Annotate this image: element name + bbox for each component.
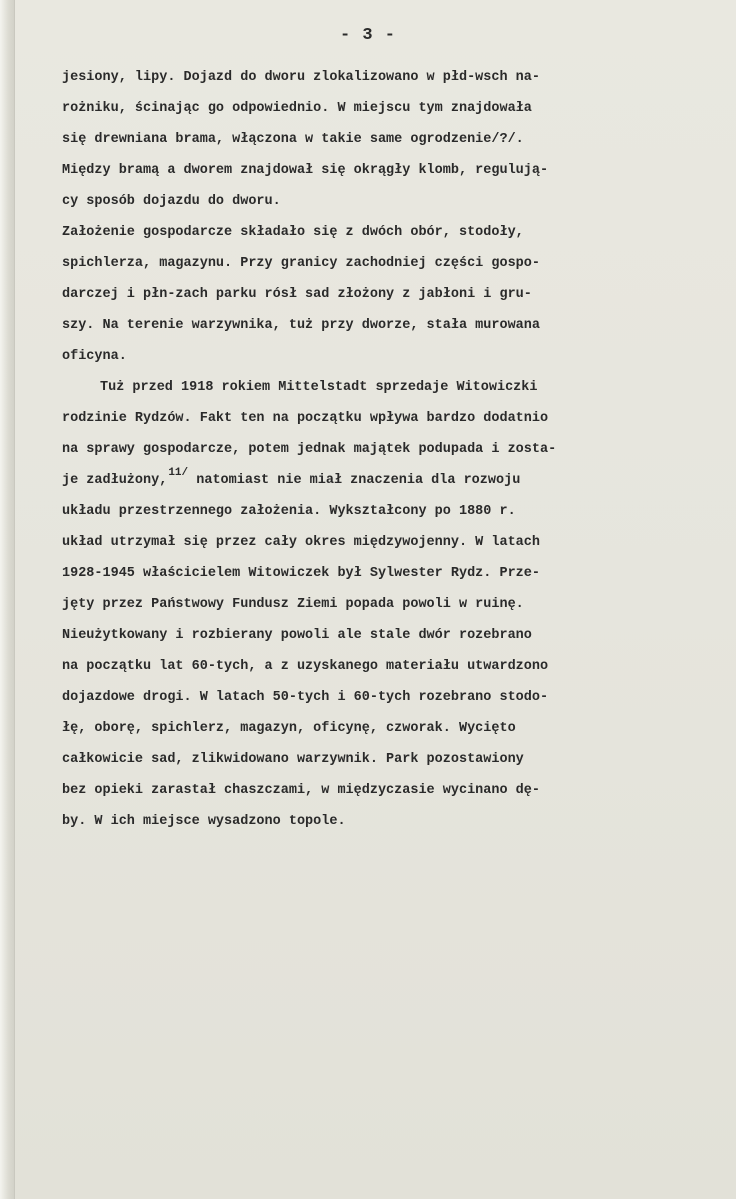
text-line-content: układ utrzymał się przez cały okres międzywojenny. W latach [62, 535, 540, 550]
text-line [62, 62, 712, 93]
text-line [62, 775, 712, 806]
text-line-content: oficyna. [62, 349, 127, 364]
text-line-content: szy. Na terenie warzywnika, tuż przy dworze, stała murowana [62, 318, 540, 333]
text-line [62, 186, 712, 217]
text-line [62, 434, 712, 465]
text-line [62, 589, 712, 620]
text-line [62, 93, 712, 124]
text-line [62, 279, 712, 310]
text-line [62, 403, 712, 434]
text-line-content: cy sposób dojazdu do dworu. [62, 194, 281, 209]
body-text [62, 62, 712, 837]
text-line-content: spichlerza, magazynu. Przy granicy zachodniej części gospo- [62, 256, 540, 271]
text-line [62, 713, 712, 744]
text-line-content: jęty przez Państwowy Fundusz Ziemi popada powoli w ruinę. [62, 597, 524, 612]
text-line [62, 651, 712, 682]
text-line-content: Nieużytkowany i rozbierany powoli ale stale dwór rozebrano [62, 628, 532, 643]
text-line [62, 341, 712, 372]
text-line-content: by. W ich miejsce wysadzono topole. [62, 814, 346, 829]
text-line [62, 248, 712, 279]
text-line [62, 527, 712, 558]
text-line-content: łę, oborę, spichlerz, magazyn, oficynę, czworak. Wycięto [62, 721, 516, 736]
text-line-content: 1928-1945 właścicielem Witowiczek był Sylwester Rydz. Prze- [62, 566, 540, 581]
text-line [62, 465, 712, 496]
text-line [62, 124, 712, 155]
text-line-content: na początku lat 60-tych, a z uzyskanego materiału utwardzono [62, 659, 549, 674]
text-line [62, 744, 712, 775]
text-line-content: darczej i płn-zach parku rósł sad złożony z jabłoni i gru- [62, 287, 532, 302]
text-line-content: na sprawy gospodarcze, potem jednak majątek podupada i zosta- [62, 442, 557, 457]
text-line [62, 558, 712, 589]
text-line [62, 620, 712, 651]
text-line-content: jesiony, lipy. Dojazd do dworu zlokalizowano w płd-wsch na- [62, 70, 540, 85]
text-line-content: rodzinie Rydzów. Fakt ten na początku wpływa bardzo dodatnio [62, 411, 549, 426]
page-number: - 3 - [339, 26, 396, 45]
text-line [62, 806, 712, 837]
text-line [62, 155, 712, 186]
footnote-reference: 11/ [168, 467, 189, 479]
text-line-content: je zadłużony, [62, 473, 168, 488]
text-line-content: bez opieki zarastał chaszczami, w międzyczasie wycinano dę- [62, 783, 540, 798]
page-left-edge [0, 0, 15, 1199]
text-line-content: dojazdowe drogi. W latach 50-tych i 60-tych rozebrano stodo- [62, 690, 549, 705]
text-line-content: Między bramą a dworem znajdował się okrągły klomb, regulują- [62, 163, 549, 178]
text-line [62, 682, 712, 713]
text-line-content: całkowicie sad, zlikwidowano warzywnik. Park pozostawiony [62, 752, 524, 767]
text-line-content: rożniku, ścinając go odpowiednio. W miejscu tym znajdowała [62, 101, 532, 116]
text-line [62, 496, 712, 527]
text-line-content: układu przestrzennego założenia. Wykształcony po 1880 r. [62, 504, 516, 519]
text-line [62, 310, 712, 341]
text-line [62, 217, 712, 248]
text-line-continuation: natomiast nie miał znaczenia dla rozwoju [188, 473, 521, 488]
text-line-content: się drewniana brama, włączona w takie same ogrodzenie/?/. [62, 132, 524, 147]
text-line [62, 372, 712, 403]
text-line-content: Tuż przed 1918 rokiem Mittelstadt sprzedaje Witowiczki [100, 380, 538, 395]
text-line-content: Założenie gospodarcze składało się z dwóch obór, stodoły, [62, 225, 524, 240]
